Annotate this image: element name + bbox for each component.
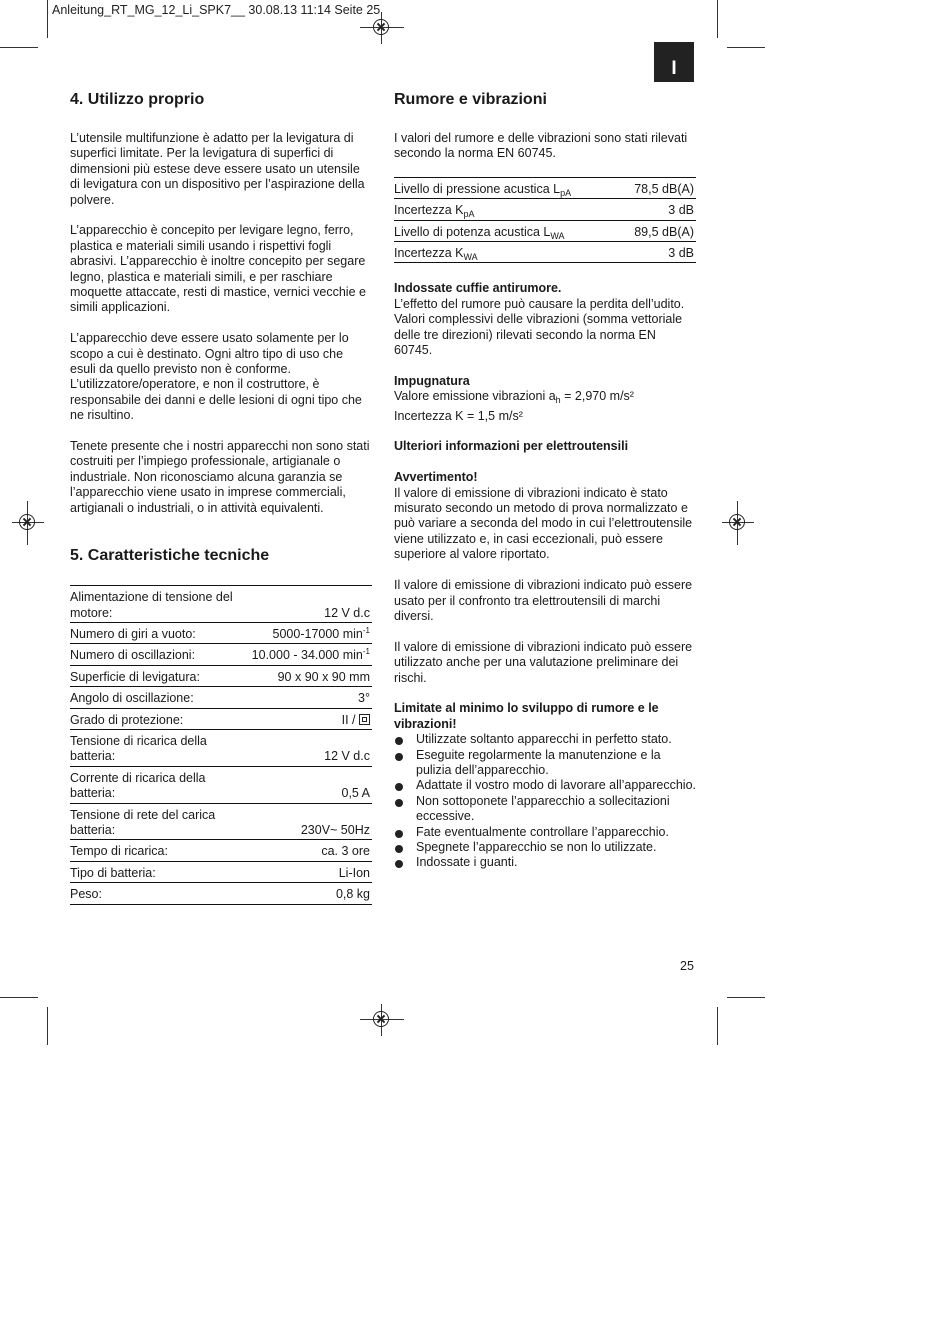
spec-value: Li-Ion bbox=[252, 861, 372, 882]
noise-value: 3 dB bbox=[618, 242, 696, 263]
table-row bbox=[70, 803, 372, 840]
crop-mark bbox=[727, 997, 765, 998]
spec-value: ca. 3 ore bbox=[252, 840, 372, 861]
table-row bbox=[70, 665, 372, 686]
noise-label: Livello di pressione acustica $L_{pA}$ bbox=[394, 177, 618, 198]
spec-label: Corrente di ricarica della batteria: bbox=[70, 766, 252, 803]
paragraph: L’apparecchio è concepito per levigare legno, ferro, plastica e materiali simili usando i rispettivi fogli abrasivi. L’apparecchio è inoltre concepito per segare legno, plastica e materiali simili, e per raschiare moquette attaccate, resti di mastice, vernici vecchie e simili applicazioni. bbox=[70, 223, 366, 315]
registration-mark-icon bbox=[373, 19, 389, 35]
list-item: Utilizzate soltanto apparecchi in perfetto stato. bbox=[394, 732, 696, 747]
spec-value: 5000-17000 $\min^{-1}$ bbox=[252, 622, 372, 643]
noise-value: 89,5 dB(A) bbox=[618, 220, 696, 241]
left-column bbox=[70, 90, 372, 905]
tech-spec-table bbox=[70, 585, 372, 905]
noise-label: Incertezza $K_{pA}$ bbox=[394, 199, 618, 220]
paragraph: L’apparecchio deve essere usato solamente per lo scopo a cui è destinato. Ogni altro tipo di uso che esuli da quello previsto non è conforme. L’utilizzatore/operatore, e non il costruttore, è responsabile dei danni e delle lesioni di ogni tipo che ne risultino. bbox=[70, 331, 362, 423]
spec-value: 0,5 A bbox=[252, 766, 372, 803]
spec-label: Tipo di batteria: bbox=[70, 861, 252, 882]
grip-uncertainty: Incertezza K = 1,5 m/s² bbox=[394, 408, 523, 423]
registration-mark-icon bbox=[19, 514, 35, 530]
paragraph: I valori del rumore e delle vibrazioni sono stati rilevati secondo la norma EN 60745. bbox=[394, 131, 688, 161]
crop-mark bbox=[727, 47, 765, 48]
noise-label: Incertezza $K_{WA}$ bbox=[394, 242, 618, 263]
crop-mark bbox=[47, 0, 48, 38]
spec-value: 90 x 90 x 90 mm bbox=[252, 665, 372, 686]
spec-label: Superficie di levigatura: bbox=[70, 665, 252, 686]
spec-label: Angolo di oscillazione: bbox=[70, 687, 252, 708]
list-item: Adattate il vostro modo di lavorare all’apparecchio. bbox=[394, 778, 696, 793]
section-5-title: 5. Caratteristiche tecniche bbox=[70, 547, 270, 565]
grip-heading: Impugnatura bbox=[394, 373, 470, 388]
table-row bbox=[394, 220, 696, 241]
list-item: Eseguite regolarmente la manutenzione e la pulizia dell’apparecchio. bbox=[394, 748, 696, 779]
table-row bbox=[70, 861, 372, 882]
table-row bbox=[70, 586, 372, 623]
grip-vibration-value: Valore emissione vibrazioni $a_h = 2,970$ m/s² bbox=[394, 389, 634, 406]
spec-value: 230V~ 50Hz bbox=[252, 803, 372, 840]
spec-label: Alimentazione di tensione del motore: bbox=[70, 586, 252, 623]
paragraph: L’utensile multifunzione è adatto per la levigatura di superfici limitate. Per la levigatura di superfici di dimensioni più estese deve essere usato un utensile di levigatura con un dispositivo per l’aspirazione della polvere. bbox=[70, 131, 365, 207]
language-tab: I bbox=[654, 42, 694, 82]
paragraph: Il valore di emissione di vibrazioni indicato è stato misurato secondo un metodo di prova normalizzato e può variare a seconda del modo in cui l’elettroutensile viene utilizzato e, in casi eccezionali, può essere superiore al valore riportato. bbox=[394, 485, 693, 562]
list-item: Spegnete l’apparecchio se non lo utilizzate. bbox=[394, 840, 696, 855]
crop-mark bbox=[0, 47, 38, 48]
section-4-title: 4. Utilizzo proprio bbox=[70, 91, 205, 108]
spec-value: 3° bbox=[252, 687, 372, 708]
table-row bbox=[70, 708, 372, 729]
protection-class-icon bbox=[359, 714, 370, 725]
spec-label: Tensione di rete del carica batteria: bbox=[70, 803, 252, 840]
table-row bbox=[70, 644, 372, 665]
table-row bbox=[394, 242, 696, 263]
right-column bbox=[394, 90, 696, 871]
noise-value: 78,5 dB(A) bbox=[618, 177, 696, 198]
page-number: 25 bbox=[680, 959, 694, 973]
spec-label: Numero di oscillazioni: bbox=[70, 644, 252, 665]
table-row bbox=[70, 622, 372, 643]
noise-section-title: Rumore e vibrazioni bbox=[394, 91, 547, 108]
table-row bbox=[70, 840, 372, 861]
paragraph: L’effetto del rumore può causare la perdita dell’udito. Valori complessivi delle vibrazioni (somma vettoriale delle tre direzioni) rilevati secondo la norma EN 60745. bbox=[394, 296, 685, 358]
spec-label: Numero di giri a vuoto: bbox=[70, 622, 252, 643]
paragraph: Il valore di emissione di vibrazioni indicato può essere utilizzato anche per una valutazione preliminare dei rischi. bbox=[394, 639, 693, 685]
noise-label: Livello di potenza acustica $L_{WA}$ bbox=[394, 220, 618, 241]
crop-mark bbox=[0, 997, 38, 998]
warning-heading: Avvertimento! bbox=[394, 470, 478, 485]
recommendation-list bbox=[394, 732, 696, 871]
table-row bbox=[394, 177, 696, 198]
list-item: Non sottoponete l’apparecchio a sollecitazioni eccessive. bbox=[394, 794, 696, 825]
crop-mark bbox=[717, 1007, 718, 1045]
spec-label: Tempo di ricarica: bbox=[70, 840, 252, 861]
spec-value: II / bbox=[252, 708, 372, 729]
table-row bbox=[70, 729, 372, 766]
table-row bbox=[70, 766, 372, 803]
registration-mark-icon bbox=[729, 514, 745, 530]
print-slug: Anleitung_RT_MG_12_Li_SPK7__ 30.08.13 11:14 Seite 25 bbox=[52, 3, 381, 17]
spec-label: Grado di protezione: bbox=[70, 708, 252, 729]
crop-mark bbox=[717, 0, 718, 38]
limit-heading: Limitate al minimo lo sviluppo di rumore e le vibrazioni! bbox=[394, 701, 659, 731]
further-info-heading: Ulteriori informazioni per elettroutensili bbox=[394, 439, 629, 454]
table-row bbox=[70, 883, 372, 904]
table-row bbox=[70, 687, 372, 708]
spec-value: 0,8 kg bbox=[252, 883, 372, 904]
spec-label: Peso: bbox=[70, 883, 252, 904]
spec-value: 10.000 - 34.000 $\min^{-1}$ bbox=[252, 644, 372, 665]
paragraph: Il valore di emissione di vibrazioni indicato può essere usato per il confronto tra elettroutensili di marchi diversi. bbox=[394, 578, 693, 623]
noise-table bbox=[394, 177, 696, 264]
list-item: Indossate i guanti. bbox=[394, 855, 696, 870]
noise-value: 3 dB bbox=[618, 199, 696, 220]
spec-label: Tensione di ricarica della batteria: bbox=[70, 729, 252, 766]
list-item: Fate eventualmente controllare l’apparecchio. bbox=[394, 825, 696, 840]
spec-value: 12 V d.c bbox=[252, 586, 372, 623]
crop-mark bbox=[47, 1007, 48, 1045]
paragraph: Tenete presente che i nostri apparecchi non sono stati costruiti per l’impiego professionale, artigianale o industriale. Non riconosciamo alcuna garanzia se l’apparecchio viene usato in imprese commerciali, artigianali o industriali, o in attività equivalenti. bbox=[70, 439, 370, 515]
registration-mark-icon bbox=[373, 1011, 389, 1027]
ear-protection-heading: Indossate cuffie antirumore. bbox=[394, 281, 562, 296]
spec-value: 12 V d.c bbox=[252, 729, 372, 766]
table-row bbox=[394, 199, 696, 220]
